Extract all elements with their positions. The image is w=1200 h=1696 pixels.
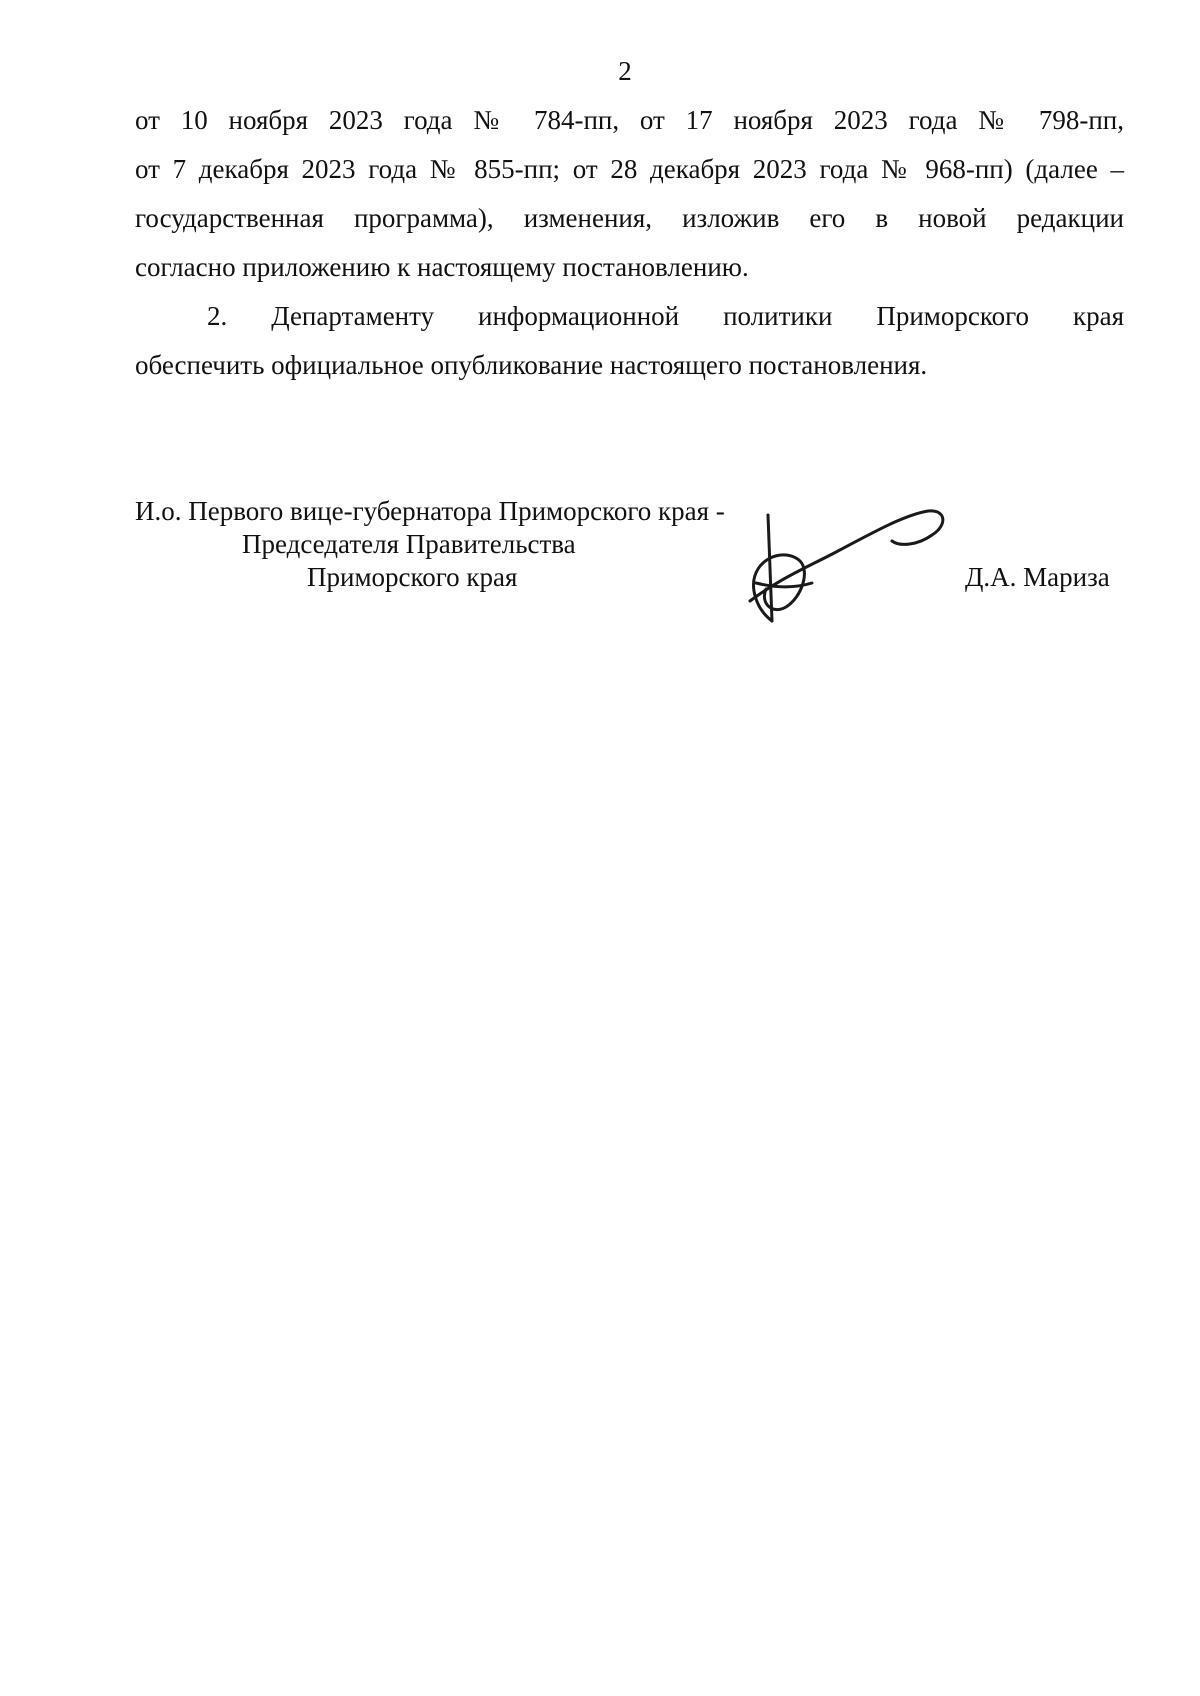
paragraph-1-line-3: государственная программа), изменения, изложив его в новой редакции — [135, 203, 1124, 233]
paragraph-2 — [135, 292, 1124, 390]
position-line-3: Приморского края — [307, 562, 518, 592]
page-number: 2 — [618, 56, 632, 86]
handwritten-signature — [742, 505, 948, 631]
document-body — [135, 96, 1124, 390]
signatory-name: Д.А. Мариза — [965, 562, 1110, 592]
paragraph-2-line-1: 2. Департаменту информационной политики Приморского края — [207, 301, 1124, 331]
signature-stroke-cross — [756, 583, 812, 587]
paragraph-1 — [135, 96, 1124, 292]
position-line-2: Председателя Правительства — [242, 529, 576, 559]
paragraph-2-line-2: обеспечить официальное опубликование настоящего постановления. — [135, 350, 928, 380]
paragraph-1-line-1: от 10 ноября 2023 года № 784-пп, от 17 ноября 2023 года № 798-пп, — [135, 105, 1124, 135]
paragraph-1-line-4: согласно приложению к настоящему постановлению. — [135, 252, 749, 282]
position-line-1: И.о. Первого вице-губернатора Приморского края - — [135, 496, 725, 526]
paragraph-1-line-2: от 7 декабря 2023 года № 855-пп; от 28 декабря 2023 года № 968-пп) (далее – — [135, 154, 1124, 184]
signatory-position — [135, 495, 725, 594]
